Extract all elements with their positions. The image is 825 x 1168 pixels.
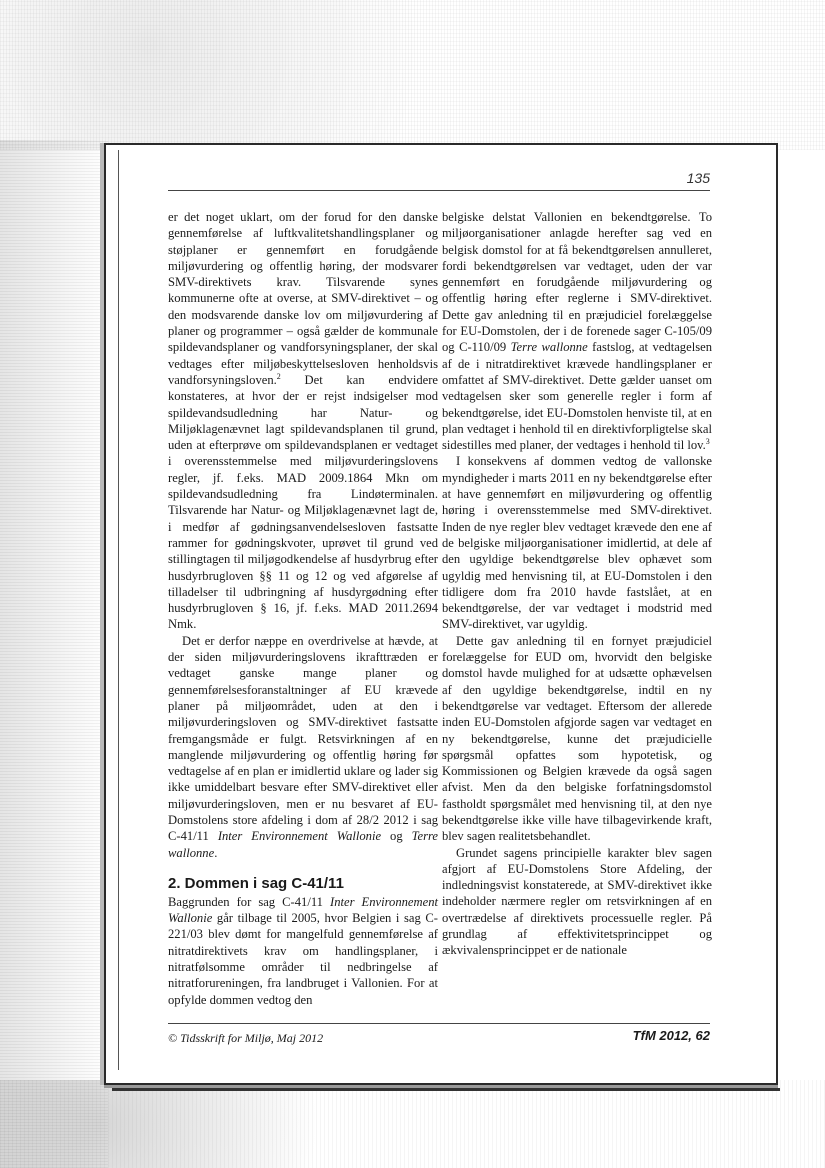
left-paragraph-1 [168, 209, 438, 633]
left-paragraph-3 [168, 894, 438, 1008]
footnote-ref-2: 2 [276, 371, 281, 381]
header-rule [168, 190, 710, 191]
right-p1b-text: fastslog, at vedtagelsen af de i nitratdirektivet krævede handlingsplaner er omfattet af SMV-direktivet. Dette gælder uanset om vedtagelsen sker som generelle regler i form af bekendtgørelse, idet EU-Domstolen henviste til, at en plan vedtaget i henhold til en direktivforpligtelse skal sidestilles med planer, der vedtages i henhold til lov. [442, 340, 712, 453]
page-number: 135 [686, 170, 710, 186]
right-column [442, 209, 712, 959]
journal-footer: © Tidsskrift for Miljø, Maj 2012 [168, 1031, 324, 1045]
left-p1b-text: Det kan endvidere konstateres, at hvor der er rejst indsigelser mod spildevandsudledning har Natur- og Miljøklagenævnet lagt spildevandsplanen til grund, uden at efterprøve om spildevandsplanen er vedtaget i overensstemmelse med miljøvurderingslovens regler, jf. f.eks. MAD 2009.1864 Mkn om spildevandsudledning fra Lindøterminalen. Tilsvarende har Natur- og Miljøklagenævnet lagt de, i medfør af gødningsanvendelsesloven fastsatte rammer for gødningskvoter, uprøvet til grund ved stillingtagen til miljøgodkendelse af husdyrbrug efter husdyrbrugloven §§ 11 og 12 og ved afgørelse af tilladelser til udbringning af husdyrgødning efter husdyrbrugloven § 16, jf. f.eks. MAD 2011.2694 Nmk. [168, 372, 438, 632]
right-paragraph-4: Grundet sagens principielle karakter blev sagen afgjort af EU-Domstolens Store Afdeling, der indledningsvist konstaterede, at SMV-direktivet ikke indeholder nærmere regler om retsvirkningen af en overtrædelse af direktivets processuelle regler. På grundlag af effektivitetsprincippet og ækvivalensprincippet er de nationale [442, 845, 712, 958]
right-paragraph-1 [442, 209, 712, 453]
right-paragraph-2: I konsekvens af dommen vedtog de vallonske myndigheder i marts 2011 en ny bekendtgørelse efter at have gennemført en miljøvurdering og offentlig høring i overensstemmelse med SMV-direktivet. Inden de nye regler blev vedtaget krævede den ene af de belgiske miljøorganisationer imidlertid, at dele af den ugyldige bekendtgørelse blev ophævet som ugyldig med henvisning til, at EU-Domstolen i den tidligere dom fra 2010 havde fastslået, at en bekendtgørelse, der var vedtaget i modstrid med SMV-direktivet, var ugyldig. [442, 454, 712, 632]
footer-rule [168, 1023, 710, 1024]
left-p2-end: . [214, 845, 218, 860]
section-heading: 2. Dommen i sag C-41/11 [168, 874, 344, 892]
footnote-ref-3: 3 [705, 436, 710, 446]
case-name-4: Terre wallonne [510, 340, 588, 355]
case-name-3: Inter Environnement Wallonie [168, 894, 438, 926]
journal-citation: TfM 2012, 62 [632, 1028, 710, 1043]
case-name: Inter Environnement Wallonie [217, 829, 382, 844]
right-p1-text: belgiske delstat Vallonien en bekendtgørelse. To miljøorganisationer anlagde herefter sag ved en belgisk domstol for at få bekendtgørelsen annulleret, fordi bekendtgørelsen var vedtaget, uden der var gennemført en forudgående miljøvurdering og offentlig høring efter reglerne i SMV-direktivet. Dette gav anledning til en præjudiciel forelæggelse for EU-Domstolen, der i de forenede sager C-105/09 og C-110/09 [442, 210, 712, 355]
scan-noise-bottom [0, 1080, 825, 1168]
left-paragraph-2 [168, 633, 438, 861]
page-inner-edge [118, 150, 119, 1070]
left-p3b-text: går tilbage til 2005, hvor Belgien i sag C-221/03 blev dømt for mangelfuld gennemførelse af nitratdirektivets krav om handlingsplaner, i nitratfølsomme områder til nedbringelse af nitratforureningen, fra landbruget i Vallonien. For at opfylde dommen vedtog den [168, 911, 438, 1007]
scan-noise-left [0, 140, 108, 1168]
left-column [168, 209, 438, 1008]
right-paragraph-3: Dette gav anledning til en fornyet præjudiciel forelæggelse for EUD om, hvorvidt den belgiske domstol havde mulighed for at udsætte ophævelsen af den ugyldige bekendtgørelse, indtil en ny bekendtgørelse var vedtaget. Eftersom der allerede inden EU-Domstolen afgjorde sagen var vedtaget en ny bekendtgørelse, kunne det præjudicielle spørgsmål opfattes som hypotetisk, og Kommissionen og Belgien krævede da også sagen afvist. Men da den belgiske forfatningsdomstol fastholdt spørgsmålet med henvisning til, at den nye bekendtgørelse ikke ville have tilbagevirkende kraft, blev sagen realitetsbehandlet. [442, 633, 712, 844]
left-p2-conj: og [381, 829, 412, 844]
left-p2-text: Det er derfor næppe en overdrivelse at hævde, at der siden miljøvurderingslovens ikrafttræden er vedtaget ganske mange planer og gennemførelsesforanstaltninger af EU krævede planer på miljøområdet, uden at den i miljøvurderingsloven og SMV-direktivet fastsatte fremgangsmåde er fulgt. Retsvirkningen af en manglende miljøvurdering og offentlig høring før vedtagelse af en plan er imidlertid uklare og lader sig ikke umiddelbart besvare efter SMV-direktivet eller miljøvurderingsloven, men er nu besvaret af EU-Domstolens store afdeling i dom af 28/2 2012 i sag C-41/11 [168, 633, 438, 844]
left-p1-text: er det noget uklart, om der forud for den danske gennemførelse af luftkvalitetshandlingsplaner og støjplaner er gennemført en forudgående miljøvurdering og offentlig høring, der modsvarer SMV-direktivets krav. Tilsvarende synes kommunerne ofte at overse, at SMV-direktivet – og den modsvarende danske lov om miljøvurdering af planer og programmer – også gælder de kommunale spildevandsplaner og vandforsyningsplaner, der skal vedtages efter miljøbeskyttelsesloven henholdsvis vandforsyningsloven. [168, 210, 438, 387]
scan-noise-top [0, 0, 825, 150]
left-p3-text: Baggrunden for sag C-41/11 [168, 894, 330, 909]
case-name-2: Terre wallonne [168, 829, 439, 860]
